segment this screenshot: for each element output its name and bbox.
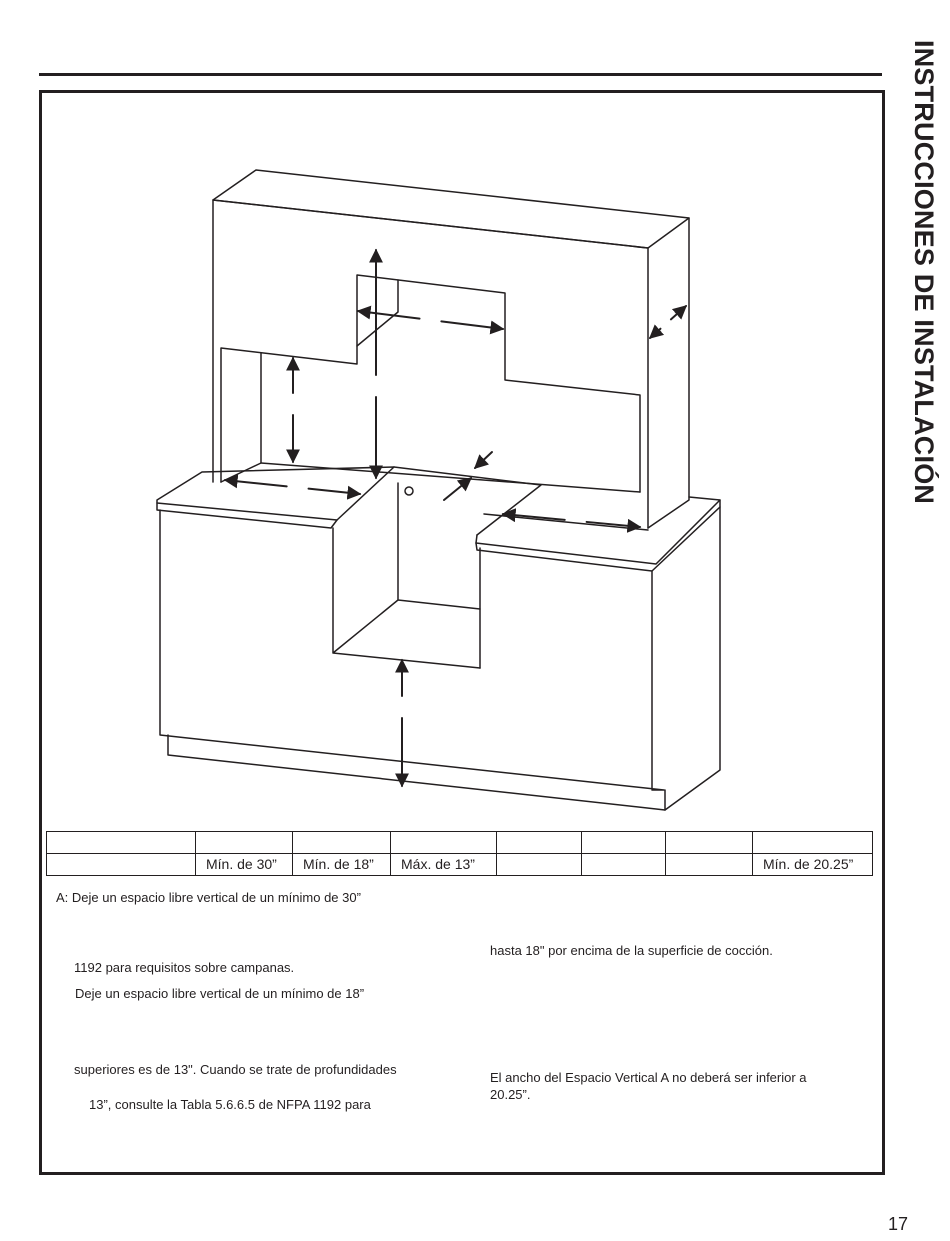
table-cell [47, 854, 196, 876]
clearance-table [46, 831, 873, 876]
note-cooking-surface: hasta 18" por encima de la superficie de cocción. [490, 943, 773, 958]
dimension-arrows [225, 250, 686, 786]
table-cell [753, 832, 873, 854]
table-header-row [47, 832, 873, 854]
table-cell [196, 832, 293, 854]
table-value-row [47, 854, 873, 876]
table-cell [497, 832, 582, 854]
table-cell [582, 832, 666, 854]
base-cabinet [157, 467, 720, 810]
table-cell: Mín. de 18” [293, 854, 391, 876]
note-width-line2: 20.25”. [490, 1087, 531, 1102]
note-a: A: Deje un espacio libre vertical de un mínimo de 30” [56, 890, 361, 905]
table-cell: Mín. de 30” [196, 854, 293, 876]
table-cell [293, 832, 391, 854]
table-cell [666, 832, 753, 854]
note-b: Deje un espacio libre vertical de un mínimo de 18” [75, 986, 365, 1001]
page-number: 17 [888, 1214, 909, 1234]
note-table-ref: 13”, consulte la Tabla 5.6.6.5 de NFPA 1192 para [89, 1097, 371, 1112]
note-width-line1: El ancho del Espacio Vertical A no deberá ser inferior a [490, 1070, 807, 1085]
table-cell: Máx. de 13” [391, 854, 497, 876]
installation-clearance-diagram [150, 165, 730, 815]
section-title: INSTRUCCIONES DE INSTALACIÓN [909, 40, 939, 505]
table-cell [666, 854, 753, 876]
table-cell [497, 854, 582, 876]
table-cell: Mín. de 20.25” [753, 854, 873, 876]
table-cell [47, 832, 196, 854]
note-hoods: 1192 para requisitos sobre campanas. [74, 960, 295, 975]
table-cell [391, 832, 497, 854]
top-rule [39, 73, 882, 76]
note-depth: superiores es de 13". Cuando se trate de profundidades [74, 1062, 397, 1077]
table-cell [582, 854, 666, 876]
